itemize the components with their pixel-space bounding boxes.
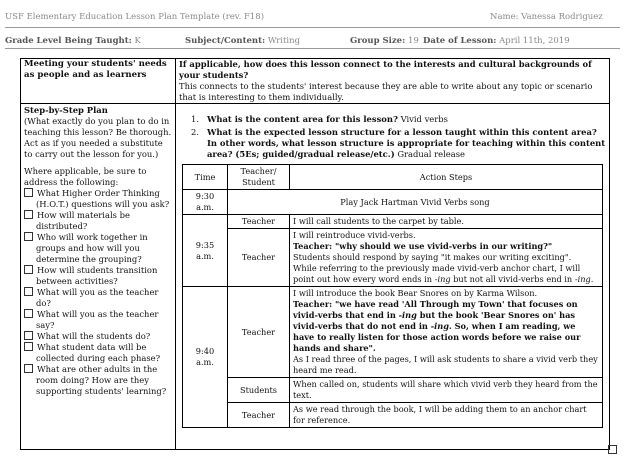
checkbox-icon xyxy=(24,188,33,197)
plan-guide-cell xyxy=(21,104,176,450)
table-row xyxy=(183,403,603,428)
who-cell: Teacher xyxy=(228,215,290,229)
checklist-item: How will students transition between activities? xyxy=(24,265,172,287)
lesson-date: Date of Lesson: April 11th, 2019 xyxy=(423,36,570,46)
interests-cell xyxy=(176,59,610,104)
question-1: 1. What is the content area for this lesson? Vivid verbs xyxy=(191,114,448,124)
group-value: 19 xyxy=(407,36,419,46)
checklist-item: What will you as the teacher say? xyxy=(24,309,172,331)
plan-intro: (What exactly do you plan to do in teaching this lesson? Be thorough. Act as if you needed a substitute to carry out the lesson for you.) xyxy=(24,116,172,159)
plan-title: Step-by-Step Plan xyxy=(24,105,108,115)
resize-handle-icon[interactable] xyxy=(608,445,617,454)
document-title: USF Elementary Education Lesson Plan Template (rev. F18) xyxy=(5,12,265,22)
checkbox-icon xyxy=(24,331,33,340)
checkbox-icon xyxy=(24,364,33,373)
checklist-item: What student data will be collected during each phase? xyxy=(24,342,172,364)
col-time: Time xyxy=(183,165,228,190)
student-name xyxy=(490,12,603,22)
needs-heading: Meeting your students' needs as people and as learners xyxy=(21,59,176,104)
plan-where: Where applicable, be sure to address the following: xyxy=(24,166,147,187)
action-cell: I will call students to the carpet by table. xyxy=(290,215,603,229)
time-cell: 9:35 a.m. xyxy=(183,215,228,287)
meta-rule xyxy=(5,48,620,49)
col-action: Action Steps xyxy=(290,165,603,190)
time-cell: 9:30 a.m. xyxy=(183,190,228,215)
who-cell: Teacher xyxy=(228,229,290,287)
action-cell: I will reintroduce vivid-verbs. Teacher: "why should we use vivid-verbs in our writing?" Students should respond by saying "it makes our writing exciting". While referring to the previously made vivid-verb anchor chart, I will point out how every word ends in -ing but not all vivid-verbs end in -ing. xyxy=(290,229,603,287)
answer-1: Vivid verbs xyxy=(400,114,448,124)
table-row xyxy=(183,378,603,403)
checklist-item: What are other adults in the room doing? How are they supporting students' learning? xyxy=(24,364,172,397)
name-value: Vanessa Rodriguez xyxy=(521,12,603,22)
subject: Subject/Content: Writing xyxy=(185,36,301,46)
group-size: Group Size: 19 xyxy=(350,36,419,46)
content-questions xyxy=(191,114,606,160)
grade-value: K xyxy=(134,36,141,46)
table-row xyxy=(183,190,603,215)
col-who: Teacher/ Student xyxy=(228,165,290,190)
action-cell: As we read through the book, I will be adding them to an anchor chart for reference. xyxy=(290,403,603,428)
checkbox-icon xyxy=(24,287,33,296)
who-cell: Teacher xyxy=(228,287,290,378)
interests-question: If applicable, how does this lesson connect to the interests and cultural backgrounds of your students? xyxy=(179,59,592,80)
action-steps-table xyxy=(182,164,603,428)
checklist-item: What will you as the teacher do? xyxy=(24,287,172,309)
checklist-item: What will the students do? xyxy=(24,331,172,342)
answer-2: Gradual release xyxy=(397,149,465,159)
checkbox-icon xyxy=(24,342,33,351)
action-cell: I will introduce the book Bear Snores on by Karma Wilson. Teacher: "we have read 'All Through my Town' that focuses on vivid-verbs that end in -ing but the book 'Bear Snores on' has vivid-verbs that do not end in -ing. So, when I am reading, we have to really listen for those action words before we raise our hands and share". As I read three of the pages, I will ask students to share a vivid verb they heard me read. xyxy=(290,287,603,378)
action-cell: Play Jack Hartman Vivid Verbs song xyxy=(228,190,603,215)
time-cell: 9:40 a.m. xyxy=(183,287,228,428)
who-cell: Teacher xyxy=(228,403,290,428)
action-cell: When called on, students will share which vivid verb they heard from the text. xyxy=(290,378,603,403)
plan-content-cell xyxy=(176,104,610,450)
header-rule xyxy=(5,27,620,28)
table-row xyxy=(183,215,603,229)
plan-checklist xyxy=(24,188,172,397)
checklist-item: Who will work together in groups and how will you determine the grouping? xyxy=(24,232,172,265)
interests-answer: This connects to the students' interest because they are able to write about any topic or scenario that is interesting to them individually. xyxy=(179,81,593,102)
checkbox-icon xyxy=(24,265,33,274)
who-cell: Students xyxy=(228,378,290,403)
table-row xyxy=(183,287,603,378)
date-value: April 11th, 2019 xyxy=(499,36,570,46)
lesson-plan-table xyxy=(20,58,610,450)
checkbox-icon xyxy=(24,210,33,219)
checklist-item: How will materials be distributed? xyxy=(24,210,172,232)
subject-value: Writing xyxy=(267,36,301,46)
table-header-row xyxy=(183,165,603,190)
question-2: 2. What is the expected lesson structure for a lesson taught within this content area? In other words, what lesson structure is appropriate for teaching within this content area? (5Es; guided/gradual release/etc.) Gradual release xyxy=(191,127,606,159)
checkbox-icon xyxy=(24,309,33,318)
table-row xyxy=(183,229,603,287)
checkbox-icon xyxy=(24,232,33,241)
checklist-item: What Higher Order Thinking (H.O.T.) questions will you ask? xyxy=(24,188,172,210)
name-label: Name: xyxy=(490,12,519,22)
grade-level: Grade Level Being Taught: K xyxy=(5,36,141,46)
